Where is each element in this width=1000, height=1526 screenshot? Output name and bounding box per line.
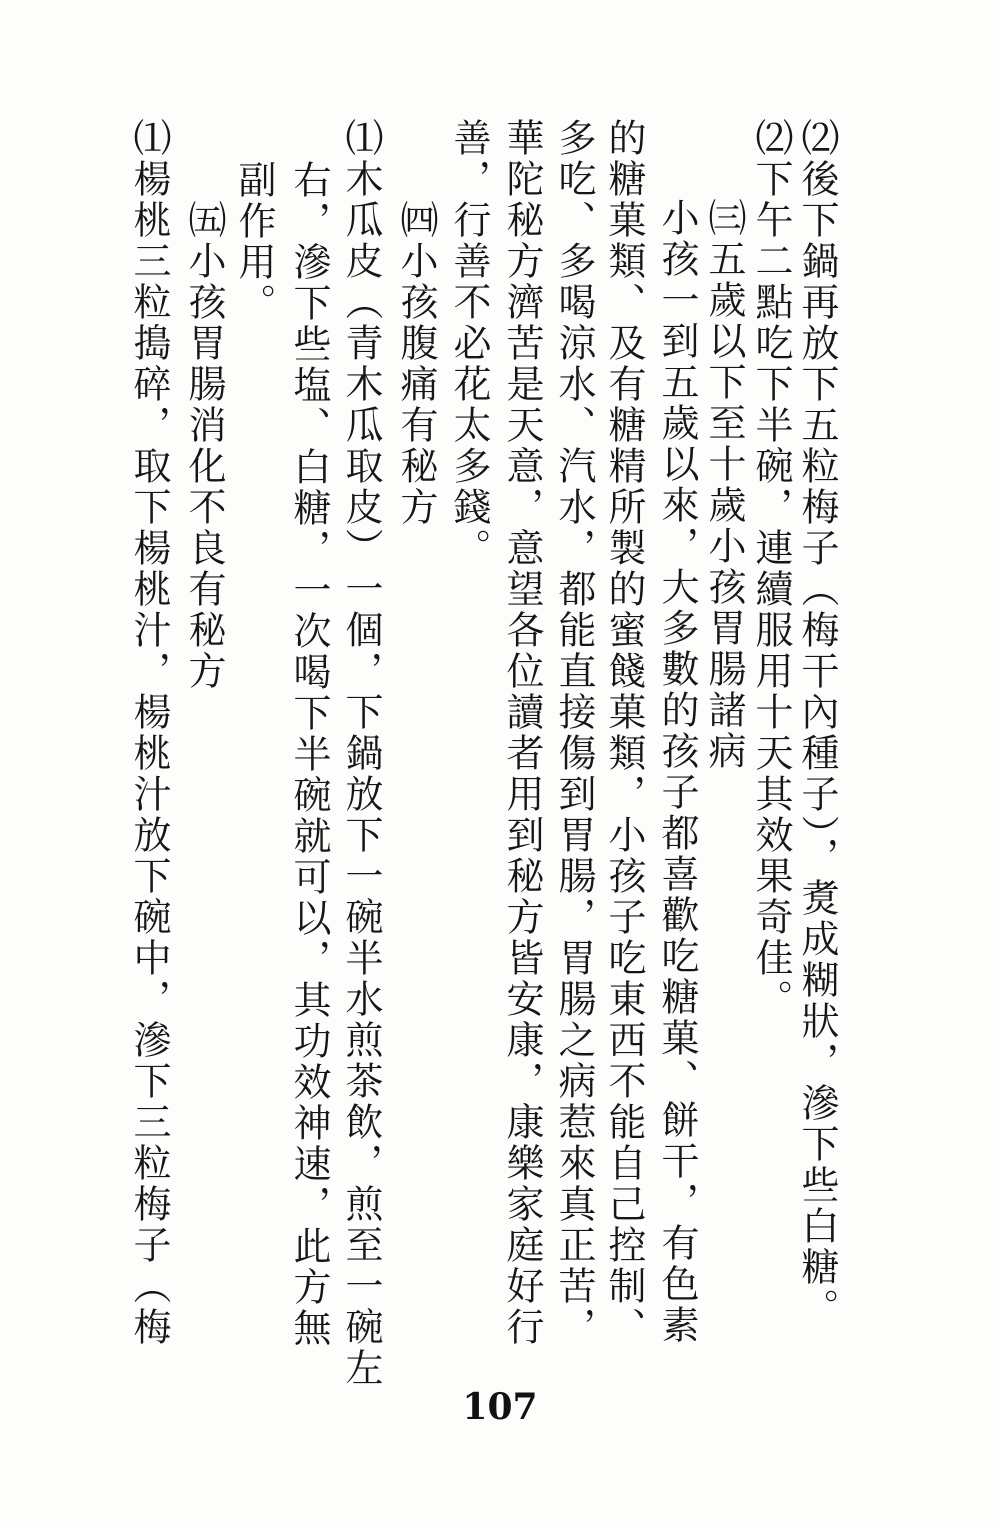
section-heading-15: ㈤小孩胃腸消化不良有秘方 bbox=[182, 200, 226, 692]
text-column-12: 副作用。 bbox=[232, 160, 276, 324]
text-column-5: 的糖菓類、及有糖精所製的蜜餞菓類，小孩子吃東西不能自己控制、 bbox=[602, 118, 646, 1348]
text-column-2: ⑵下午二點吃下半碗，連續服用十天其效果奇佳。 bbox=[749, 118, 793, 1020]
page-number: 107 bbox=[462, 1386, 538, 1428]
text-column-10: ⑴木瓜皮（青木瓜取皮）一個，下鍋放下一碗半水煎茶飲，煎至一碗左 bbox=[339, 118, 383, 1389]
text-column-6: 多吃、多喝涼水、汽水，都能直接傷到胃腸，胃腸之病惹來真正苦， bbox=[552, 118, 596, 1348]
text-column-7: 華陀秘方濟苦是天意，意望各位讀者用到秘方皆安康，康樂家庭好行 bbox=[500, 118, 544, 1348]
text-column-14: ⑴楊桃三粒搗碎，取下楊桃汁，楊桃汁放下碗中，滲下三粒梅子（梅 bbox=[127, 118, 171, 1348]
text-column-11: 右，滲下些塩、白糖，一次喝下半碗就可以，其功效神速，此方無 bbox=[287, 160, 331, 1349]
text-column-4: 小孩一到五歲以來，大多數的孩子都喜歡吃糖菓、餅干，有色素 bbox=[655, 198, 699, 1346]
section-heading-14: ㈣小孩腹痛有秘方 bbox=[394, 200, 438, 528]
text-column-1: ⑵後下鍋再放下五粒梅子（梅干內種子），煑成糊狀，滲下些白糖。 bbox=[795, 118, 839, 1329]
section-heading-13: ㈢五歲以下至十歲小孩胃腸諸病 bbox=[702, 198, 746, 772]
text-column-8: 善，行善不必花太多錢。 bbox=[447, 118, 491, 569]
